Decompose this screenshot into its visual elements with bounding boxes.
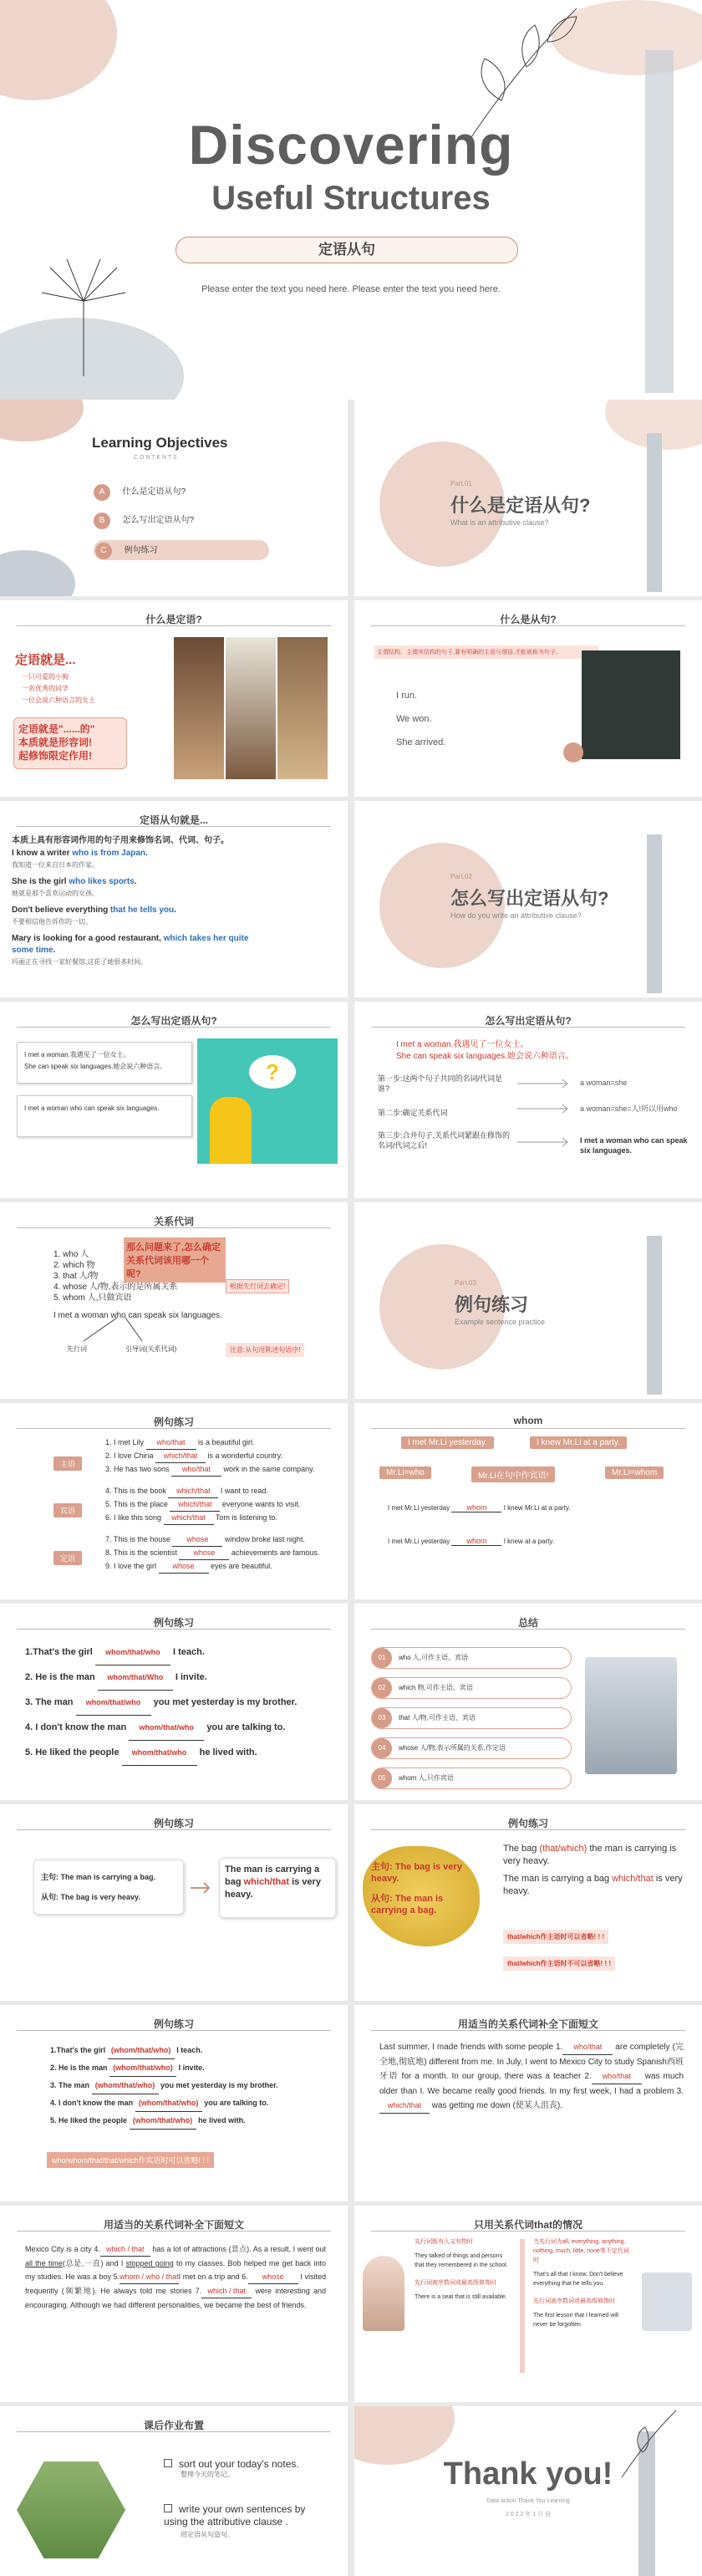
- slide-header: 怎么写出定语从句?: [485, 1015, 572, 1027]
- teacher-photo: [363, 2256, 404, 2331]
- example-sentence: She arrived.: [396, 737, 446, 747]
- summary-item: 01 who 人,可作主语、宾语: [371, 1647, 572, 1669]
- part2-slide: [354, 801, 702, 997]
- note-bar: who/whom/that/that/which作宾语时可以省略! ! !: [47, 2152, 214, 2168]
- summary-item: 05 whom 人,只作宾语: [371, 1767, 572, 1789]
- note-box: 注意:从句用陈述句语序!: [226, 1343, 304, 1357]
- students-photo: [585, 1657, 677, 1774]
- checkbox-icon[interactable]: [164, 2504, 172, 2512]
- part3-slide: [354, 1202, 702, 1399]
- divider: [17, 1227, 331, 1228]
- objective-item-b: [94, 512, 194, 529]
- right-rules: 当先行词为all, everything, anything, nothing, much, little, none等不定代词时 That's all that I know. Don't believe everything that he tells you. 先行词被序数词或最高级修饰时 The first lesson that I learned will never be forgotten.: [533, 2239, 629, 2328]
- example-en: Mary is looking for a good restaurant, which takes her quite some time.: [12, 934, 249, 955]
- pointer-lines: [75, 1314, 176, 1348]
- example-cn: 她就是那个喜欢运动的女孩。: [12, 890, 99, 897]
- left-rules: 先行词既有人又有物时 They talked of things and persons that they remembered in the school. 先行词被序数词或最高级修饰时 There is a seat that is still available.: [415, 2239, 508, 2300]
- slide-header: 怎么写出定语从句?: [130, 1015, 217, 1027]
- thanks-title: Thank you!: [443, 2456, 613, 2492]
- sentence-tag: I met Mr.Li yesterday.: [401, 1436, 494, 1449]
- objective-text: 例句练习: [124, 546, 158, 555]
- objectives-slide: [0, 400, 348, 596]
- sentence-tag: I knew Mr.Li at a party.: [530, 1436, 627, 1449]
- divider: [371, 2030, 685, 2031]
- summary-item: 03 that 人/物,可作主语、宾语: [371, 1707, 572, 1729]
- how-write-slide-1: [0, 1002, 348, 1198]
- example-cn: 玛丽正在寻找一家好餐馆,这花了她很多时间。: [12, 958, 148, 966]
- objectives-contents: C O N T E N T S: [134, 455, 177, 461]
- thanks-sub: Data action Thank You Learning: [486, 2498, 570, 2504]
- step-1: 第一步:这两个句子共同的名词/代词是谁?: [378, 1074, 503, 1093]
- part-tag: Part.02: [450, 873, 472, 880]
- divider: [17, 826, 331, 827]
- divider: [371, 625, 685, 626]
- practice-slide-5: [0, 2005, 348, 2201]
- practice-slide-4: [354, 1804, 702, 2001]
- slide-header: 只用关系代词that的情况: [474, 2219, 582, 2231]
- arrow-right-icon: [189, 1880, 214, 1896]
- cover-title-line1: Discovering: [188, 114, 514, 176]
- decor-bar: [647, 1236, 662, 1395]
- decor-dot: [563, 742, 583, 763]
- slide-header: 课后作业布置: [143, 2420, 204, 2431]
- palm-leaf-icon: [17, 251, 150, 385]
- objective-item-c: [94, 540, 269, 560]
- result-card: The man is carrying a bag which/that is very heavy.: [219, 1858, 336, 1918]
- decor-bar: [647, 433, 662, 592]
- divider: [17, 2030, 331, 2031]
- relative-pronoun-slide: [0, 1202, 348, 1399]
- summary-slide: [354, 1604, 702, 1800]
- step-3: 第三步:合并句子,关系代词紧跟在修饰的名词/代词之后!: [378, 1131, 511, 1150]
- group-label: 主语: [53, 1456, 82, 1471]
- red-sentence: I met a woman.我遇见了一位女士。: [396, 1040, 529, 1049]
- objectives-title: Learning Objectives: [92, 435, 228, 451]
- divider: [17, 1027, 331, 1028]
- part-sub: Example sentence practice: [455, 1318, 546, 1326]
- practice-lines: 1.That's the girl whom/that/who I teach. 2. He is the man whom/that/Who I invite. 3. The man whom/that/who you met yesterday is my brother. 4. I don't know the man whom/that/who you are talking to. 5. He liked the people whom/that/who he lived with.: [25, 1640, 297, 1766]
- label: 定语就是...: [15, 653, 76, 667]
- objective-letter: A: [94, 484, 110, 501]
- whom-slide: [354, 1403, 702, 1599]
- divider-bar: [520, 2239, 525, 2373]
- combined-sentence: I met Mr.Li yesterday whom I knew Mr.Li at a party.: [388, 1503, 571, 1512]
- divider: [17, 1629, 331, 1630]
- what-attribute-slide: [0, 600, 348, 797]
- objective-text: 什么是定语从句?: [122, 487, 186, 497]
- slide-header: 定语从句就是...: [139, 814, 208, 826]
- attributive-clause-slide: [0, 801, 348, 997]
- example-sentence: We won.: [396, 714, 432, 724]
- question-bubble: ?: [249, 1055, 296, 1089]
- kids-photo: [17, 2461, 125, 2558]
- group-label: 定语: [53, 1551, 82, 1565]
- example-en: She is the girl who likes sports.: [12, 877, 137, 886]
- passage: Mexico City is a city 4. which / that has a lot of attractions (景点). As a result, I went out all the time(总是,一直) and I stopped going to my classes. Bob helped me get back into my studies. He was a boy 5.whom / who / thatI met on a trip and 6. whose I visited frequently (频繁地). He always told me stories 7. which / that were interesting and encouraging. Although we had different personalities, we became the best of friends.: [25, 2242, 326, 2312]
- divider: [17, 625, 331, 626]
- question-box: 那么问题来了,怎么确定关系代词该用哪一个呢?: [124, 1237, 226, 1283]
- part-sub: How do you write an attributive clause?: [450, 911, 582, 920]
- girl-figure: [210, 1097, 252, 1164]
- objective-letter: C: [95, 543, 112, 559]
- fill-blank-slide-2: [0, 2206, 348, 2402]
- divider: [371, 1829, 685, 1830]
- divider: [371, 2231, 685, 2232]
- divider: [17, 2431, 331, 2432]
- objective-item-a: [94, 483, 186, 501]
- only-that-slide: [354, 2206, 702, 2402]
- equation-tag: Mr.Li=who: [379, 1467, 431, 1479]
- checkbox-icon[interactable]: [164, 2459, 172, 2467]
- example-sentence: I run.: [396, 691, 418, 701]
- step-2-result: a woman=she=人!所以用who: [580, 1104, 678, 1113]
- sentence-box: I met a woman.我遇见了一位女士。 She can speak six languages.她会说六种语言。: [17, 1042, 192, 1084]
- divider: [371, 1629, 685, 1630]
- practice-slide-1: [0, 1403, 348, 1599]
- definition-box: 定语就是"......的" 本质就是形容词! 起修饰限定作用!: [13, 717, 127, 769]
- part-title: 什么是定语从句?: [450, 495, 591, 516]
- note-bar: 主谓结构、主谓宾结构的句子,要有明确的主语与谓语,才能被称为句子。: [374, 645, 598, 659]
- slide-header: 例句练习: [153, 1818, 194, 1829]
- thinking-girl-photo: [197, 1038, 338, 1164]
- part1-slide: [354, 400, 702, 596]
- classroom-photo: [226, 637, 276, 779]
- homework-slide: [0, 2406, 348, 2576]
- slide-header: 什么是从句?: [500, 614, 557, 625]
- chalkboard-photo: [582, 650, 680, 759]
- decor-blob: [0, 0, 117, 100]
- thanks-date: 2 0 2 2 年 1 月 份: [505, 2512, 552, 2517]
- decor-blob: [0, 550, 75, 596]
- objective-letter: B: [94, 513, 110, 529]
- intro: 本质上具有形容词作用的句子用来修饰名词、代词、句子。: [12, 836, 229, 845]
- divider: [17, 2231, 331, 2232]
- step-2: 第二步:确定关系代词: [378, 1109, 448, 1117]
- divider: [371, 1027, 685, 1028]
- what-clause-slide: [354, 600, 702, 797]
- red-sentence: She can speak six languages.她会说六种语言。: [396, 1052, 574, 1061]
- hint-box: 根据先行词去确定!: [226, 1279, 289, 1293]
- part-sub: What is an attributive clause?: [450, 518, 549, 527]
- summary-item: 02 which 物,可作主语、宾语: [371, 1677, 572, 1699]
- example-line: 一只可爱的小狗: [22, 673, 69, 681]
- note-box: that/which作主语时可以省略! ! !: [503, 1930, 608, 1944]
- cover-subtitle: 定语从句: [176, 237, 518, 263]
- part-title: 例句练习: [455, 1294, 529, 1315]
- example-cn: 不要相信他告诉你的一切。: [12, 918, 92, 926]
- pronoun-label: 引导词(关系代词): [125, 1345, 177, 1353]
- slide-header: 例句练习: [153, 1416, 194, 1428]
- slide-header: 例句练习: [153, 1617, 194, 1629]
- example-en: Don't believe everything that he tells you.: [12, 905, 176, 915]
- objective-text: 怎么写出定语从句?: [122, 516, 195, 525]
- clause-card: 主句: The man is carrying a bag. 从句: The bag is very heavy.: [33, 1859, 184, 1915]
- homework-item-2: write your own sentences by using the attributive clause . 用定语从句造句。: [164, 2503, 306, 2538]
- homework-item-1: sort out your today's notes. 整理今天的笔记。: [164, 2458, 299, 2479]
- example-cn: 我知道一位来自日本的作家。: [12, 861, 99, 869]
- practice-slide-3: [0, 1804, 348, 2001]
- slide-header: 什么是定语?: [145, 614, 202, 625]
- gold-splash: 主句: The bag is very heavy. 从句: The man is carrying a bag.: [363, 1846, 480, 1946]
- note-box: that/which作主语时不可以省略! ! !: [503, 1956, 615, 1971]
- cover-slide: [0, 0, 702, 400]
- pronoun-list: 1. who 人 2. which 物 3. that 人/物 4. whose 人/物,表示的是所属关系 5. whom 人,只做宾语: [53, 1250, 178, 1303]
- classroom-photo: [174, 637, 224, 779]
- antecedent-label: 先行词: [67, 1345, 87, 1353]
- equation-tag: Mr.Li=whom: [605, 1467, 664, 1479]
- divider: [17, 1428, 331, 1429]
- summary-list: [371, 1647, 572, 1789]
- practice-slide-2: [0, 1604, 348, 1800]
- cover-title-line2: Useful Structures: [211, 180, 491, 217]
- slide-header: 例句练习: [507, 1818, 548, 1829]
- how-write-slide-2: [354, 1002, 702, 1198]
- example-block: [12, 848, 262, 968]
- sentence-box: I met a woman who can speak six languages.: [17, 1095, 192, 1137]
- slide-header: 总结: [517, 1617, 538, 1629]
- slide-header: 用适当的关系代词补全下面短文: [457, 2018, 598, 2030]
- decor-bar: [645, 50, 674, 393]
- combined-sentence: I met Mr.Li yesterday whom I knew at a party.: [388, 1537, 555, 1545]
- decor-blob: [0, 400, 84, 441]
- slide-header: 例句练习: [153, 2018, 194, 2030]
- classroom-photo: [277, 637, 328, 779]
- example-sentence: I met a woman who can speak six languages.: [53, 1311, 222, 1320]
- decor-bar: [647, 834, 662, 993]
- group-label: 宾语: [53, 1503, 82, 1518]
- practice-lines: 1.That's the girl (whom/that/who) I teach. 2. He is the man (whom/that/who) I invite. 3. The man (whom/that/who) you met yesterday is my brother. 4. I don't know the man (whom/that/who) you are talking to. 5. He liked the people (whom/that/who) he lived with.: [50, 2042, 278, 2130]
- answer-block: The bag (that/which) the man is carrying is very heavy. The man is carrying a bag which/that is very heavy.: [503, 1844, 683, 1896]
- example-line: 一名优秀的同学: [22, 685, 69, 692]
- divider: [17, 1829, 331, 1830]
- thanks-slide: [354, 2406, 702, 2576]
- arrow-icons: [517, 1077, 576, 1169]
- part-tag: Part.01: [450, 480, 472, 487]
- example-line: 一位会说六种语言的女士: [22, 696, 95, 704]
- part-tag: Part.03: [455, 1279, 476, 1287]
- slide-header: 关系代词: [153, 1216, 194, 1227]
- equation-tag: Mr.Li在句中作宾语!: [471, 1467, 555, 1482]
- summary-item: 04 whose 人/物,表示所属的关系,作定语: [371, 1737, 572, 1759]
- slide-header: whom: [513, 1415, 543, 1426]
- example-en: I know a writer who is from Japan.: [12, 849, 148, 858]
- teacher-photo-2: [642, 2272, 692, 2331]
- fill-blank-slide-1: [354, 2005, 702, 2201]
- practice-lines: 1. I met Lily who/that is a beautiful girl. 2. I love China which/that is a wonderful country. 3. He has two sons who/that work in the same company. 4. This is the book which/that I want to read. 5. This is the place which/that everyone wants to visit. 6. I like this song which/that Tom is listening to. 7. This is the house whose window broke last night. 8. This is the scientist whose achievements are famous. 9. I love the girl whose eyes are beautiful.: [105, 1436, 319, 1574]
- step-3-result: I met a woman who can speak six languages.: [580, 1136, 688, 1155]
- part-title: 怎么写出定语从句?: [450, 888, 609, 909]
- slide-header: 用适当的关系代词补全下面短文: [103, 2219, 244, 2231]
- step-1-result: a woman=she: [580, 1079, 628, 1087]
- cover-desc: Please enter the text you need here. Please enter the text you need here.: [201, 284, 501, 294]
- divider: [371, 1428, 685, 1429]
- passage: Last summer, I made friends with some people 1. who/that are completely (完全地,彻底地) different from me. In July, I went to Mexico City to study Spanish西班牙语 for a month. In our group, there was a teacher 2. who/that was much older than I. We became really good friends. In my first week, I had a problem 3.which/that was getting me down (使某人沮丧).: [379, 2040, 684, 2114]
